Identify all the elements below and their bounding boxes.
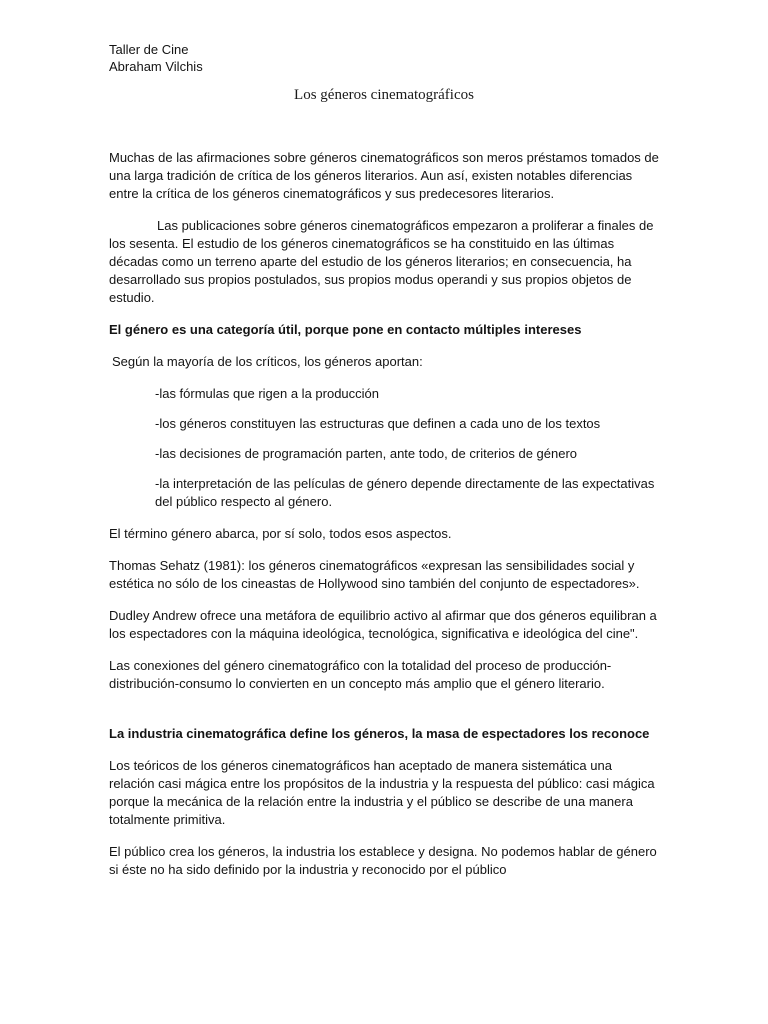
section-heading-category: El género es una categoría útil, porque pone en contacto múltiples intereses [109,322,582,337]
list-item: -los géneros constituyen las estructuras que definen a cada uno de los textos [155,416,601,431]
paragraph-publications: Las publicaciones sobre géneros cinematográficos empezaron a proliferar a finales de los sesenta. El estudio de los géneros cinematográficos se ha constituido en las últimas décadas como un terreno aparte del estudio de los géneros literarios; en consecuencia, ha desarrollado sus propios postulados, sus propios modus operandi y sus propios objetos de estudio. [109,218,654,305]
list-item: -la interpretación de las películas de género depende directamente de las expectativas del público respecto al género. [155,476,655,509]
list-item: -las fórmulas que rigen a la producción [155,386,380,401]
document-title: Los géneros cinematográficos [294,87,474,103]
paragraph-theorists: Los teóricos de los géneros cinematográficos han aceptado de manera sistemática una relación casi mágica entre los propósitos de la industria y la respuesta del público: casi mágica porque la mecánica de la relación entre la industria y el público se describe de una manera totalmente primitiva. [109,758,655,827]
document-body [109,149,661,893]
list-item: -las decisiones de programación parten, ante todo, de criterios de género [155,446,578,461]
document-header [109,42,203,75]
course-name: Taller de Cine [109,42,189,57]
paragraph-term: El término género abarca, por sí solo, todos esos aspectos. [109,526,452,541]
paragraph-quote-sehatz: Thomas Sehatz (1981): los géneros cinematográficos «expresan las sensibilidades social y estética no sólo de los cineastas de Hollywood sino también del conjunto de espectadores». [109,558,640,591]
paragraph-intro: Muchas de las afirmaciones sobre géneros cinematográficos son meros préstamos tomados de una larga tradición de crítica de los géneros literarios. Aun así, existen notables diferencias entre la crítica de los géneros cinematográficos y sus predecesores literarios. [109,150,659,201]
paragraph-andrew: Dudley Andrew ofrece una metáfora de equilibrio activo al afirmar que dos géneros equilibran a los espectadores con la máquina ideológica, tecnológica, significativa e ideológica del cine". [109,608,657,641]
paragraph-connections: Las conexiones del género cinematográfico con la totalidad del proceso de producción-distribución-consumo lo convierten en un concepto más amplio que el género literario. [109,658,612,691]
paragraph-critics: Según la mayoría de los críticos, los géneros aportan: [112,354,423,369]
paragraph-public: El público crea los géneros, la industria los establece y designa. No podemos hablar de género si éste no ha sido definido por la industria y reconocido por el público [109,844,657,877]
author-name: Abraham Vilchis [109,58,203,74]
section-heading-industry: La industria cinematográfica define los géneros, la masa de espectadores los reconoce [109,726,650,741]
